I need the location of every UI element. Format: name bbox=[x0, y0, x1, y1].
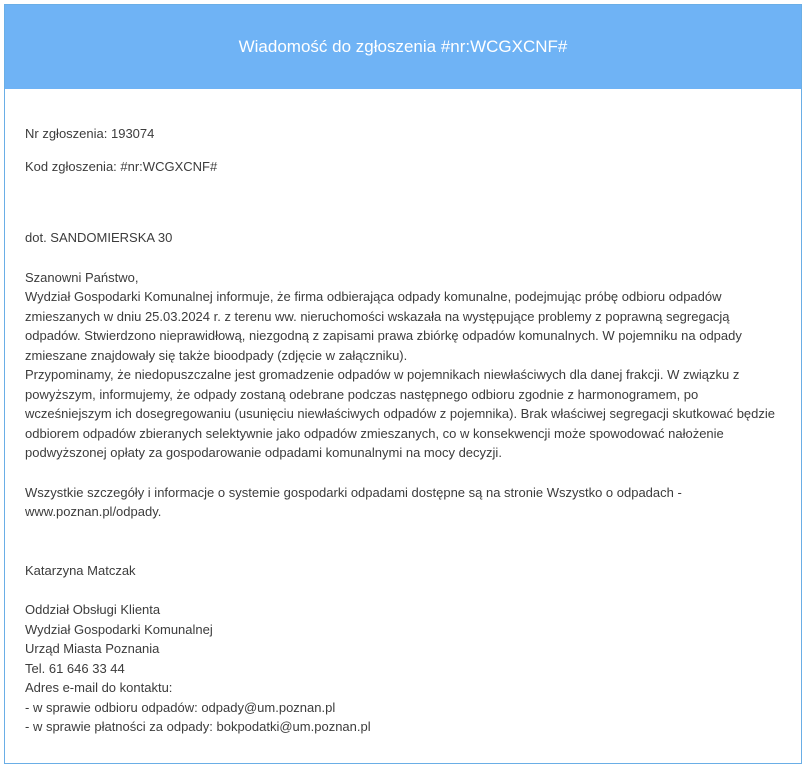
ticket-number: Nr zgłoszenia: 193074 bbox=[25, 126, 155, 141]
info-line: Wszystkie szczegóły i informacje o systemie gospodarki odpadami dostępne są na stronie Wszystko o odpadach - bbox=[25, 484, 682, 500]
ticket-code: Kod zgłoszenia: #nr:WCGXCNF# bbox=[25, 158, 218, 174]
paragraph-1-line: zmieszane znajdowały się także bioodpady (zdjęcie w załączniku). bbox=[25, 347, 408, 363]
greeting: Szanowni Państwo, bbox=[25, 269, 139, 285]
paragraph-2-line: podwyższonej opłaty za gospodarowanie odpadami komunalnymi na mocy decyzji. bbox=[25, 445, 502, 460]
signature-email-pickup: - w sprawie odbioru odpadów: odpady@um.poznan.pl bbox=[25, 699, 336, 715]
signature-email-payments: - w sprawie płatności za odpady: bokpodatki@um.poznan.pl bbox=[25, 719, 371, 734]
regarding-line: dot. SANDOMIERSKA 30 bbox=[25, 230, 173, 245]
paragraph-1-line: zmieszanych w dniu 25.03.2024 r. z terenu ww. nieruchomości wskazała na występujące problemy z poprawną segregacją bbox=[25, 308, 730, 324]
signature-department: Oddział Obsługi Klienta bbox=[25, 602, 161, 617]
signature-name: Katarzyna Matczak bbox=[25, 562, 136, 578]
signature-phone: Tel. 61 646 33 44 bbox=[25, 660, 125, 676]
message-window bbox=[4, 4, 802, 764]
message-title: Wiadomość do zgłoszenia #nr:WCGXCNF# bbox=[238, 37, 568, 56]
signature-division: Wydział Gospodarki Komunalnej bbox=[25, 621, 213, 637]
paragraph-1-line: Wydział Gospodarki Komunalnej informuje, że firma odbierająca odpady komunalne, podejmując próbę odbioru odpadów bbox=[25, 289, 722, 304]
paragraph-2-line: odbiorem odpadów zbieranych selektywnie jako odpadów zmieszanych, co w konsekwencji może spowodować nałożenie bbox=[25, 425, 724, 441]
spacer bbox=[25, 189, 781, 228]
message-body bbox=[5, 89, 801, 737]
signature-office: Urząd Miasta Poznania bbox=[25, 641, 160, 656]
paragraph-2-line: Przypominamy, że niedopuszczalne jest gromadzenie odpadów w pojemnikach niewłaściwych dla danej frakcji. W związku z bbox=[25, 367, 740, 382]
spacer bbox=[25, 580, 781, 600]
spacer bbox=[25, 248, 781, 268]
signature-email-heading: Adres e-mail do kontaktu: bbox=[25, 680, 173, 695]
spacer bbox=[25, 463, 781, 483]
paragraph-2-line: powyższym, informujemy, że odpady zostaną odebrane podczas następnego odbioru zgodnie z harmonogramem, po bbox=[25, 386, 699, 402]
paragraph-1-line: odpadów. Stwierdzono nieprawidłową, niezgodną z zapisami prawa zbiórkę odpadów komunalnych. W pojemniku na odpady bbox=[25, 328, 742, 343]
message-header bbox=[5, 5, 801, 89]
info-line: www.poznan.pl/odpady. bbox=[25, 504, 162, 519]
paragraph-2-line: wcześniejszym ich dosegregowaniu (usunięciu niewłaściwych odpadów z pojemnika). Brak właściwej segregacji skutkować będzie bbox=[25, 406, 776, 421]
spacer bbox=[25, 522, 781, 561]
